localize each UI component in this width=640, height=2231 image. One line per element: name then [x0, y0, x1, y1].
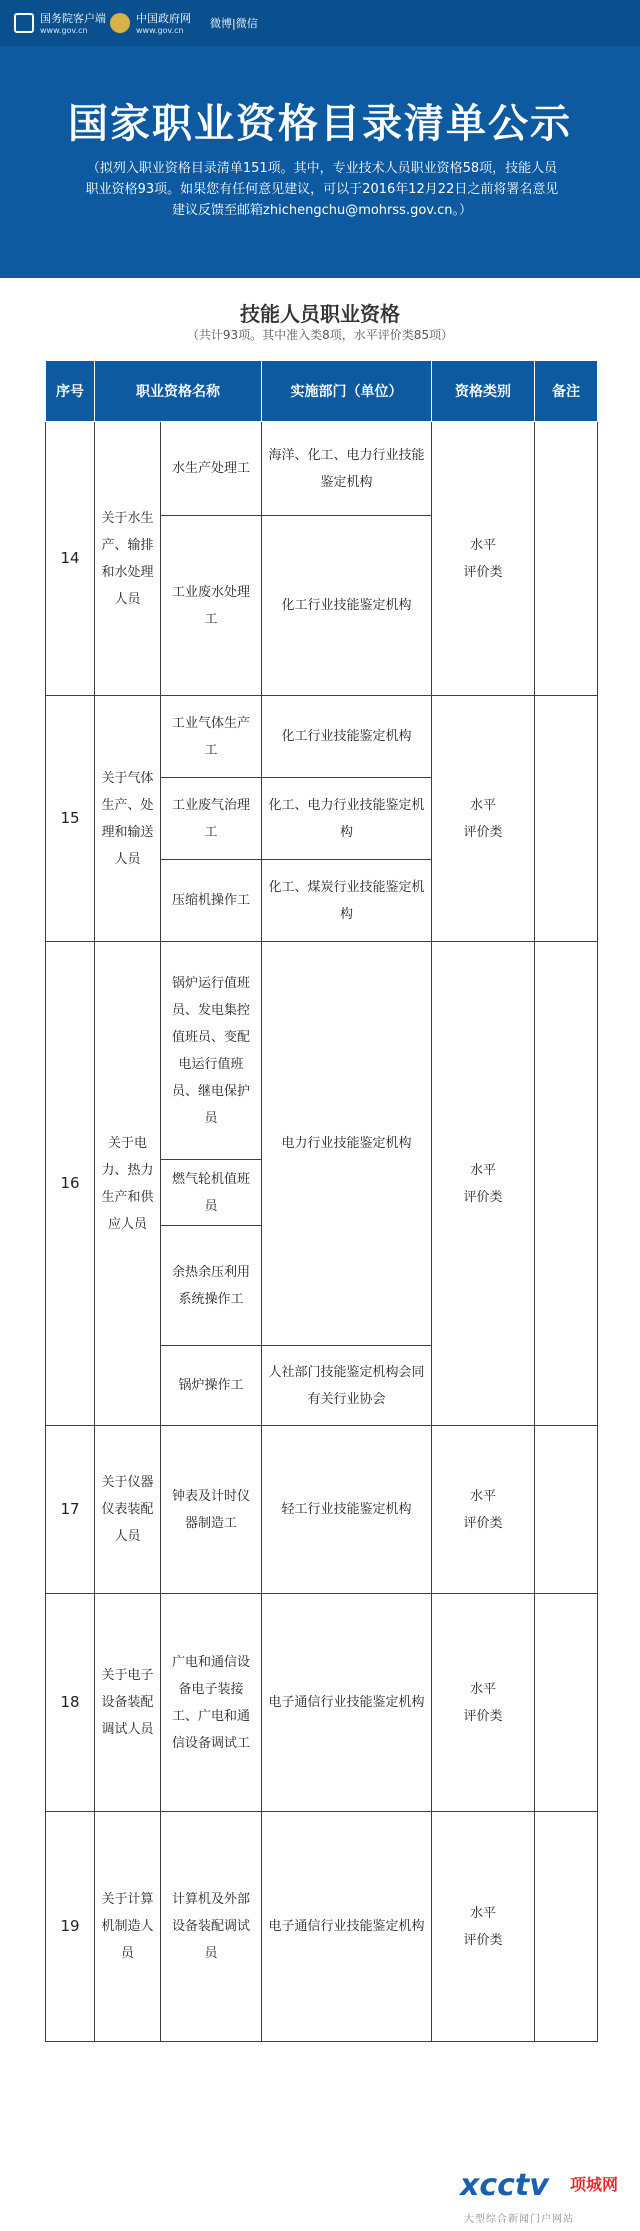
row-number: 17 — [46, 1426, 95, 1594]
qualification-table — [45, 360, 598, 2042]
row-number: 15 — [46, 696, 95, 942]
level-cell — [432, 942, 535, 1426]
department-cell: 轻工行业技能鉴定机构 — [262, 1426, 432, 1594]
level-text: 水平 评价类 — [463, 797, 503, 840]
app-logo-name: 国务院客户端 — [40, 12, 106, 25]
watermark-tagline: 大型综合新闻门户网站 — [464, 2214, 574, 2225]
level-text: 水平 评价类 — [463, 1162, 503, 1205]
level-cell — [432, 1426, 535, 1594]
table-row — [46, 1812, 598, 2042]
gov-logo-name: 中国政府网 — [136, 12, 191, 25]
department-cell: 化工、煤炭行业技能鉴定机构 — [262, 860, 432, 942]
qualification-name: 压缩机操作工 — [161, 860, 262, 942]
department-cell: 电子通信行业技能鉴定机构 — [262, 1812, 432, 2042]
department-cell: 化工、电力行业技能鉴定机构 — [262, 778, 432, 860]
qualification-name: 广电和通信设备电子装接工、广电和通信设备调试工 — [161, 1594, 262, 1812]
top-bar — [0, 0, 640, 46]
row-number: 19 — [46, 1812, 95, 2042]
qualification-name: 余热余压利用系统操作工 — [161, 1226, 262, 1346]
level-text: 水平 评价类 — [463, 1905, 503, 1948]
app-icon — [14, 13, 34, 33]
department-cell: 电力行业技能鉴定机构 — [262, 942, 432, 1346]
department-cell: 化工行业技能鉴定机构 — [262, 696, 432, 778]
header-level: 资格类别 — [432, 361, 535, 422]
header-dept: 实施部门（单位） — [262, 361, 432, 422]
level-text: 水平 评价类 — [463, 1681, 503, 1724]
watermark-logo: xcctv — [460, 2168, 549, 2203]
level-text: 水平 评价类 — [463, 1488, 503, 1531]
row-number: 14 — [46, 422, 95, 696]
section-subtitle: （共计93项。其中准入类8项，水平评价类85项） — [186, 328, 454, 342]
header-remark: 备注 — [535, 361, 598, 422]
level-cell — [432, 422, 535, 696]
category-cell: 关于气体生产、处理和输送人员 — [95, 696, 161, 942]
category-cell: 关于电力、热力生产和供应人员 — [95, 942, 161, 1426]
remark-cell — [535, 696, 598, 942]
gov-logo[interactable] — [110, 10, 191, 35]
department-cell: 电子通信行业技能鉴定机构 — [262, 1594, 432, 1812]
header-no: 序号 — [46, 361, 95, 422]
remark-cell — [535, 942, 598, 1426]
app-logo[interactable] — [14, 10, 106, 35]
qualification-name: 锅炉操作工 — [161, 1346, 262, 1426]
qualification-name: 锅炉运行值班员、发电集控值班员、变配电运行值班员、继电保护员 — [161, 942, 262, 1160]
national-emblem-icon — [110, 13, 130, 33]
watermark-site-name: 项城网 — [570, 2175, 619, 2194]
department-cell: 海洋、化工、电力行业技能鉴定机构 — [262, 422, 432, 516]
qualification-name: 燃气轮机值班员 — [161, 1160, 262, 1226]
app-logo-url: www.gov.cn — [40, 26, 88, 35]
qualification-name: 工业废气治理工 — [161, 778, 262, 860]
qualification-name: 钟表及计时仪器制造工 — [161, 1426, 262, 1594]
remark-cell — [535, 1812, 598, 2042]
category-cell: 关于电子设备装配调试人员 — [95, 1594, 161, 1812]
intro-text: （拟列入职业资格目录清单151项。其中，专业技术人员职业资格58项，技能人员职业资格93项。如果您有任何意见建议，可以于2016年12月22日之前将署名意见建议反馈至邮箱zhichengchu@mohrss.gov.cn。） — [85, 161, 559, 218]
level-cell — [432, 696, 535, 942]
department-cell: 人社部门技能鉴定机构会同有关行业协会 — [262, 1346, 432, 1426]
category-cell: 关于水生产、输排和水处理人员 — [95, 422, 161, 696]
row-number: 16 — [46, 942, 95, 1426]
qualification-name: 水生产处理工 — [161, 422, 262, 516]
qualification-name: 工业气体生产工 — [161, 696, 262, 778]
level-cell — [432, 1812, 535, 2042]
remark-cell — [535, 422, 598, 696]
row-number: 18 — [46, 1594, 95, 1812]
page-title: 国家职业资格目录清单公示 — [68, 101, 572, 147]
table-row — [46, 422, 598, 516]
social-links[interactable]: 微博|微信 — [210, 17, 258, 30]
table-row — [46, 696, 598, 778]
section-title: 技能人员职业资格 — [240, 302, 400, 326]
category-cell: 关于仪器仪表装配人员 — [95, 1426, 161, 1594]
table-row — [46, 942, 598, 1160]
department-cell: 化工行业技能鉴定机构 — [262, 516, 432, 696]
remark-cell — [535, 1594, 598, 1812]
remark-cell — [535, 1426, 598, 1594]
table-row — [46, 1594, 598, 1812]
level-cell — [432, 1594, 535, 1812]
level-text: 水平 评价类 — [463, 537, 503, 580]
header-name: 职业资格名称 — [95, 361, 262, 422]
page-header — [0, 0, 640, 278]
site-watermark — [460, 2168, 635, 2228]
category-cell: 关于计算机制造人员 — [95, 1812, 161, 2042]
qualification-name: 计算机及外部设备装配调试员 — [161, 1812, 262, 2042]
table-row — [46, 1426, 598, 1594]
gov-logo-url: www.gov.cn — [136, 26, 184, 35]
qualification-name: 工业废水处理工 — [161, 516, 262, 696]
